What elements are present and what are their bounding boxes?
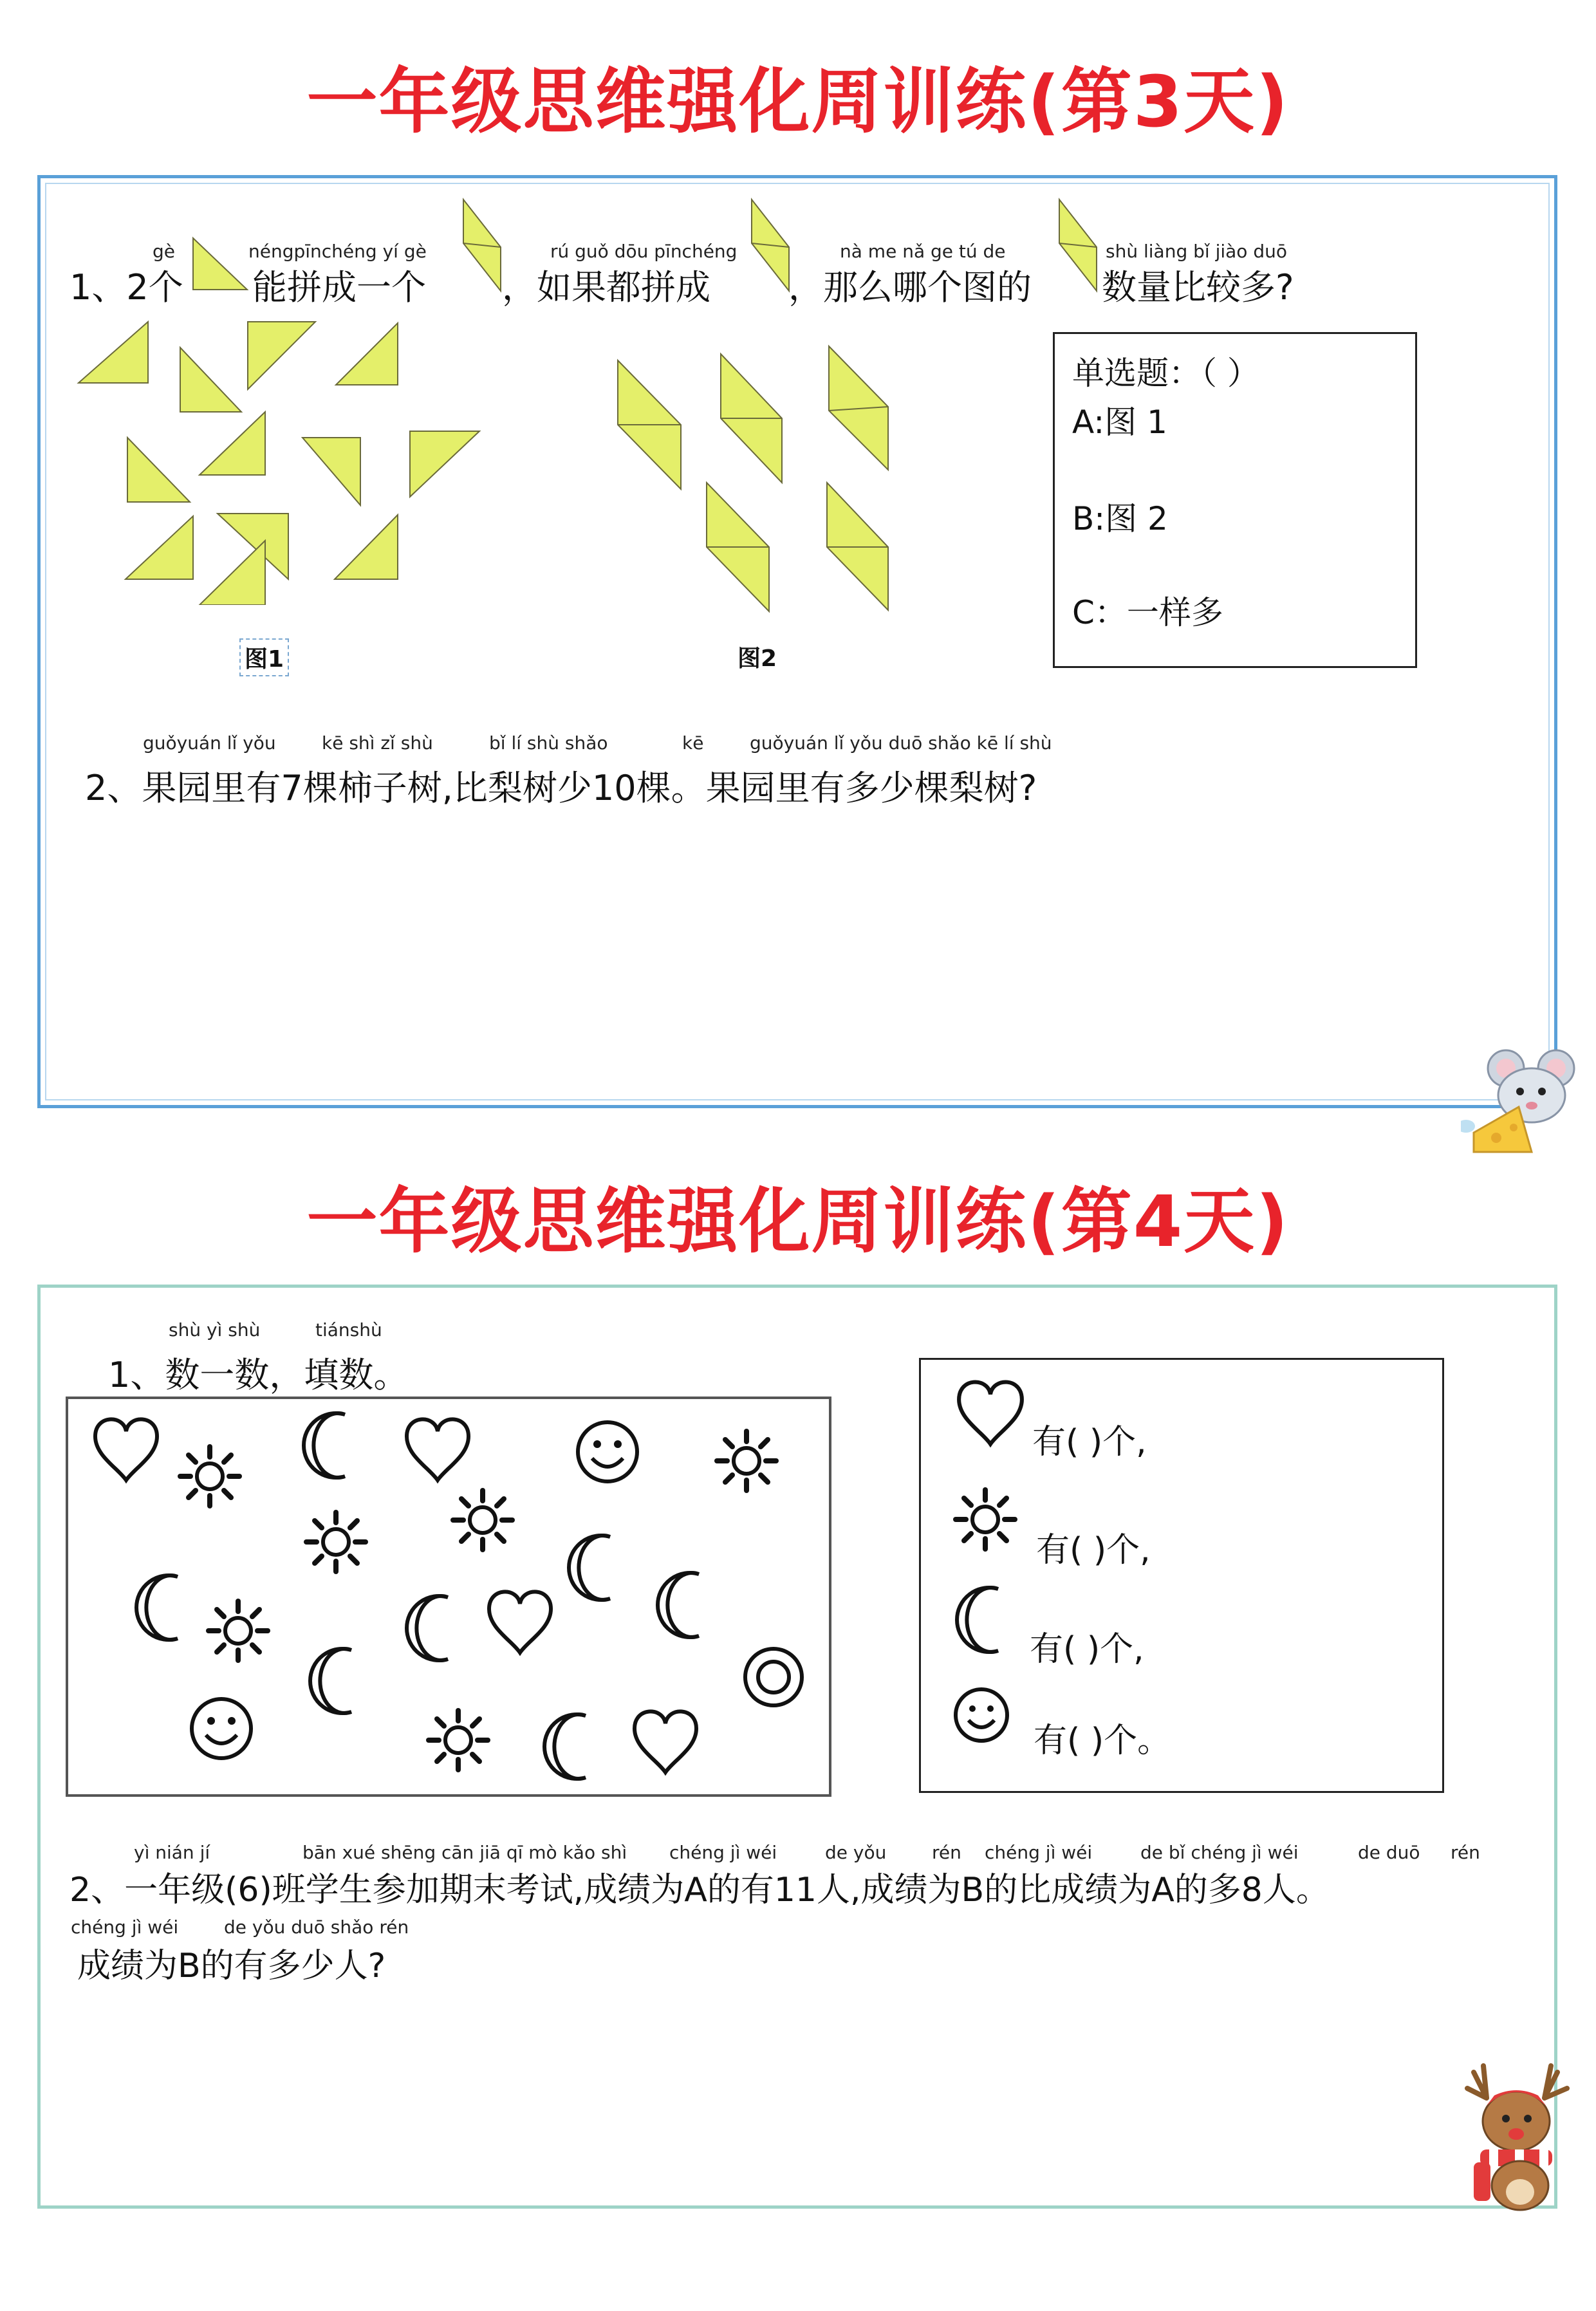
d4-q2-pinyin-4: de yǒu xyxy=(825,1842,887,1863)
figure-2-parallelograms xyxy=(605,335,901,618)
d4-q1-pinyin-1: shù yì shù xyxy=(169,1319,261,1341)
q1-pinyin-3: rú guǒ dōu pīnchéng xyxy=(550,241,738,262)
q2-pinyin-4: kē xyxy=(682,732,704,754)
figure-1-label: 图1 xyxy=(239,638,289,676)
d4-q2-pinyin-7: de bǐ chéng jì wéi xyxy=(1140,1842,1299,1863)
d4-q2-pinyin-6: chéng jì wéi xyxy=(985,1842,1093,1863)
figure-1-triangles xyxy=(71,309,496,605)
shapes-picture xyxy=(68,1399,829,1794)
parallelogram-icon-2 xyxy=(748,197,793,293)
smiley-icon xyxy=(946,1680,1017,1750)
d4-q1-pinyin-2: tiánshù xyxy=(315,1319,382,1341)
small-triangle-icon xyxy=(188,234,252,292)
count-sun-blank[interactable]: 有( )个, xyxy=(1036,1531,1151,1570)
reindeer-icon xyxy=(1461,2059,1577,2214)
mouse-cheese-icon xyxy=(1461,1043,1583,1158)
count-moon-blank[interactable]: 有( )个, xyxy=(1030,1630,1144,1669)
d4-q2-pinyin2-1: chéng jì wéi xyxy=(71,1917,179,1938)
count-heart-blank[interactable]: 有( )个, xyxy=(1032,1423,1147,1462)
moon-icon xyxy=(950,1584,1021,1655)
q1-text-part-3: ，如果都拼成 xyxy=(502,267,710,308)
parallelogram-icon xyxy=(459,197,505,293)
parallelogram-icon-3 xyxy=(1055,197,1100,293)
count-smiley-blank[interactable]: 有( )个。 xyxy=(1034,1722,1171,1760)
sun-icon xyxy=(950,1484,1021,1555)
choice-option-a[interactable]: A:图 1 xyxy=(1072,404,1167,441)
q2-pinyin-1: guǒyuán lǐ yǒu xyxy=(143,732,276,754)
q1-text-part-2: 能拼成一个 xyxy=(252,267,426,308)
q2-text: 2、果园里有7棵柿子树,比梨树少10棵。果园里有多少棵梨树? xyxy=(85,768,1037,808)
q1-pinyin-5: shù liàng bǐ jiào duō xyxy=(1106,241,1287,262)
heart-icon xyxy=(955,1377,1026,1448)
d4-q2-line1: 2、一年级(6)班学生参加期末考试,成绩为A的有11人,成绩为B的比成绩为A的多8人。 xyxy=(70,1871,1330,1909)
d4-q2-pinyin2-2: de yǒu duō shǎo rén xyxy=(224,1917,409,1938)
d4-q2-pinyin-3: chéng jì wéi xyxy=(669,1842,777,1863)
q1-text-part-5: 数量比较多? xyxy=(1102,267,1294,308)
q2-pinyin-2: kē shì zǐ shù xyxy=(322,732,433,754)
page-title-day4: 一年级思维强化周训练(第4天) xyxy=(306,1180,1290,1263)
d4-q2-pinyin-1: yì nián jí xyxy=(134,1842,210,1863)
d4-q2-pinyin-2: bān xué shēng cān jiā qī mò kǎo shì xyxy=(302,1842,627,1863)
q2-pinyin-5: guǒyuán lǐ yǒu duō shǎo kē lí shù xyxy=(750,732,1052,754)
page-title-day3: 一年级思维强化周训练(第3天) xyxy=(306,60,1290,143)
q1-pinyin-1: gè xyxy=(153,241,175,262)
choice-option-c[interactable]: C：一样多 xyxy=(1072,594,1223,631)
d4-q2-line2: 成绩为B的有多少人? xyxy=(77,1947,386,1985)
q1-pinyin-2: néngpīnchéng yí gè xyxy=(248,241,427,262)
figure-2-label: 图2 xyxy=(738,645,777,672)
q1-pinyin-4: nà me nǎ ge tú de xyxy=(840,241,1006,262)
q2-pinyin-3: bǐ lí shù shǎo xyxy=(489,732,608,754)
choice-header: 单选题：（ ） xyxy=(1072,355,1259,392)
d4-q1-text: 1、数一数，填数。 xyxy=(108,1355,409,1395)
q1-text-part-4: ，那么哪个图的 xyxy=(788,267,1032,308)
d4-q2-pinyin-5: rén xyxy=(932,1842,961,1863)
q1-text-part-1: 1、2个 xyxy=(70,267,183,308)
d4-q2-pinyin-8: de duō xyxy=(1358,1842,1420,1863)
d4-q2-pinyin-9: rén xyxy=(1451,1842,1480,1863)
choice-option-b[interactable]: B:图 2 xyxy=(1072,500,1168,537)
